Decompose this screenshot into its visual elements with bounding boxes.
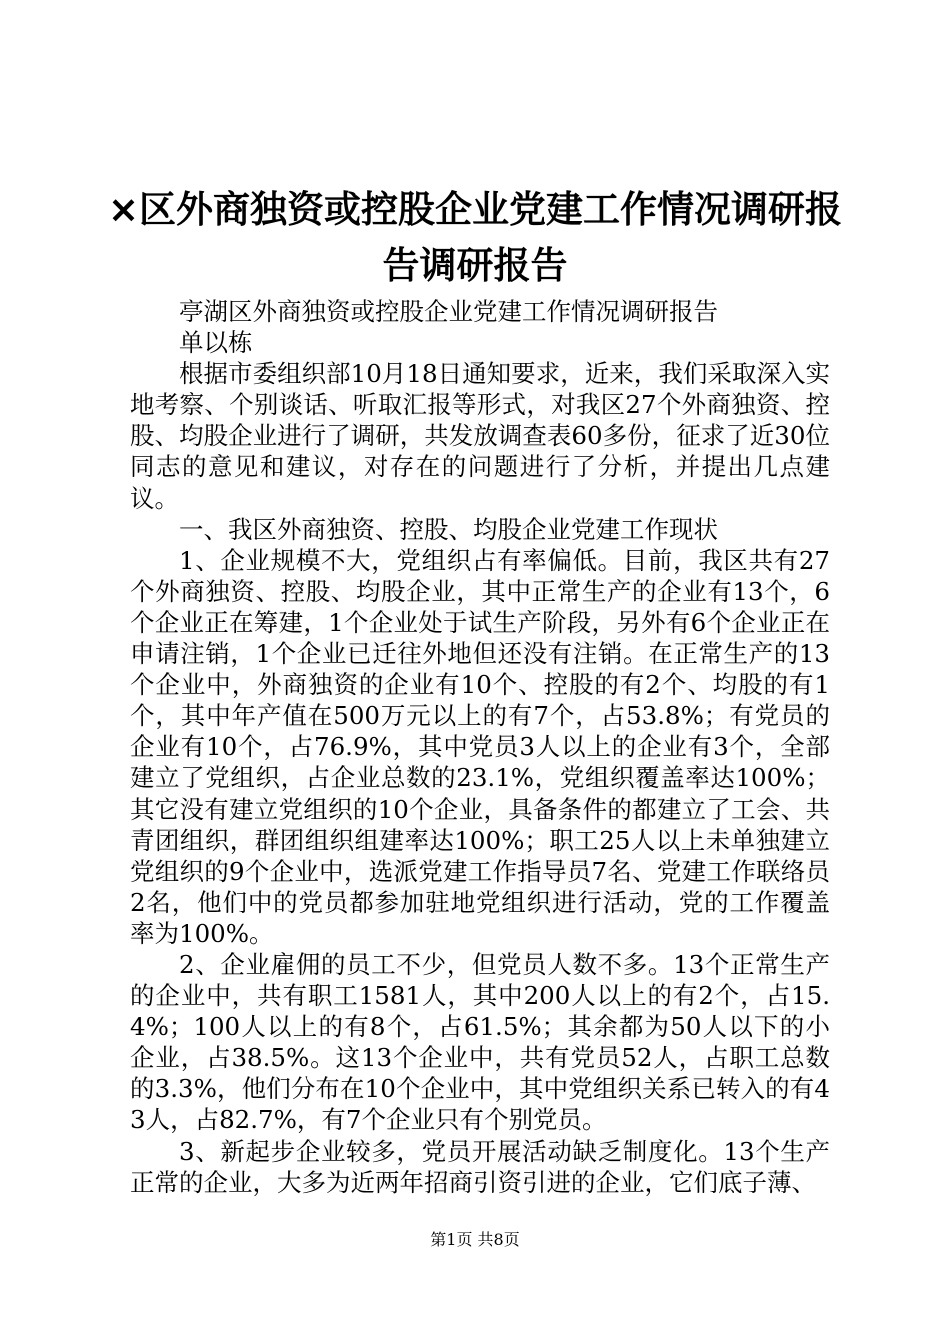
point-3-paragraph: 3、新起步企业较多，党员开展活动缺乏制度化。13个生产正常的企业，大多为近两年招商引资引进的企业，它们底子薄、	[130, 1136, 830, 1197]
document-title-line-1: ×区外商独资或控股企业党建工作情况调研报	[107, 188, 842, 231]
point-2-paragraph: 2、企业雇佣的员工不少，但党员人数不多。13个正常生产的企业中，共有职工1581人，其中200人以上的有2个，占15.4%；100人以上的有8个，占61.5%；其余都为50人以下的小企业，占38.5%。这13个企业中，共有党员52人，占职工总数的3.3%，他们分布在10个企业中，其中党组织关系已转入的有43人，占82.7%，有7个企业只有个别党员。	[130, 949, 830, 1135]
section-heading: 一、我区外商独资、控股、均股企业党建工作现状	[179, 514, 718, 544]
point-1-paragraph: 1、企业规模不大，党组织占有率偏低。目前，我区共有27个外商独资、控股、均股企业，其中正常生产的企业有13个，6个企业正在筹建，1个企业处于试生产阶段，另外有6个企业正在申请注销，1个企业已迁往外地但还没有注销。在正常生产的13个企业中，外商独资的企业有10个、控股的有2个、均股的有1个，其中年产值在500万元以上的有7个，占53.8%；有党员的企业有10个，占76.9%，其中党员3人以上的企业有3个，全部建立了党组织，占企业总数的23.1%，党组织覆盖率达100%；其它没有建立党组织的10个企业，具备条件的都建立了工会、共青团组织，群团组织组建率达100%；职工25人以上未单独建立党组织的9个企业中，选派党建工作指导员7名、党建工作联络员2名，他们中的党员都参加驻地党组织进行活动，党的工作覆盖率为100%。	[130, 545, 830, 948]
intro-paragraph: 根据市委组织部10月18日通知要求，近来，我们采取深入实地考察、个别谈话、听取汇报等形式，对我区27个外商独资、控股、均股企业进行了调研，共发放调查表60多份，征求了近30位同志的意见和建议，对存在的问题进行了分析，并提出几点建议。	[130, 359, 830, 513]
page-number-footer: 第1页 共8页	[430, 1230, 520, 1249]
document-body	[130, 296, 830, 1198]
author-paragraph: 单以栋	[179, 328, 253, 358]
subtitle-paragraph: 亭湖区外商独资或控股企业党建工作情况调研报告	[179, 297, 718, 326]
document-title-line-2: 告调研报告	[382, 244, 568, 287]
